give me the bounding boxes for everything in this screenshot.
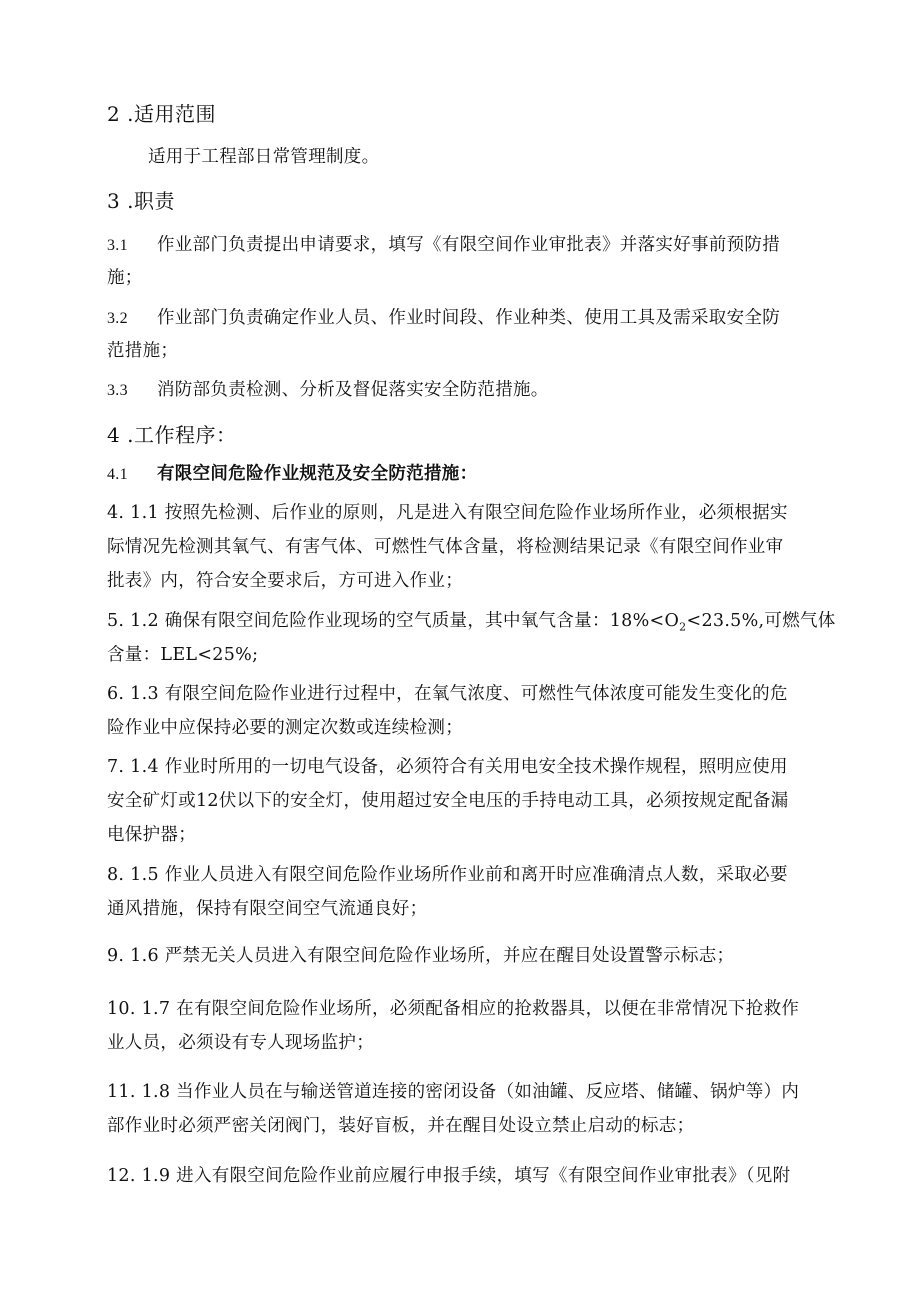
clause-line: 8. 1.5 作业人员进入有限空间危险作业场所作业前和离开时应准确清点人数，采取必要 [107,865,788,885]
item-3-1 [107,233,817,258]
subsection-4-1 [107,462,817,487]
item-number: 3.1 [107,237,128,254]
item-number: 3.3 [107,382,128,399]
clause-line: 通风措施，保持有限空间空气流通良好； [107,899,428,919]
clause-line: 部作业时必须严密关闭阀门，装好盲板，并在醒目处设立禁止启动的标志； [107,1116,695,1136]
item-3-3 [107,378,817,403]
section-2-heading: 2 .适用范围 [107,102,216,126]
clause-line: 10. 1.7 在有限空间危险作业场所，必须配备相应的抢救器具，以便在非常情况下抢救作 [107,999,800,1019]
clause-line: 险作业中应保持必要的测定次数或连续检测； [107,718,463,738]
clause-line: 9. 1.6 严禁无关人员进入有限空间危险作业场所，并应在醒目处设置警示标志； [107,946,735,966]
clause-line: 际情况先检测其氧气、有害气体、可燃性气体含量，将检测结果记录《有限空间作业审 [107,537,784,557]
section-4-heading: 4 .工作程序： [107,423,237,447]
clause-line: 6. 1.3 有限空间危险作业进行过程中，在氧气浓度、可燃性气体浓度可能发生变化的危 [107,684,788,704]
clause-line: 安全矿灯或12伏以下的安全灯，使用超过安全电压的手持电动工具，必须按规定配备漏 [107,791,789,811]
subsection-title: 有限空间危险作业规范及安全防范措施： [157,464,478,484]
subsection-number: 4.1 [107,466,128,483]
item-text: 作业部门负责确定作业人员、作业时间段、作业种类、使用工具及需采取安全防 [157,308,780,328]
item-3-2 [107,306,817,331]
clause-line-oxygen [107,609,836,634]
clause-text: <23.5%,可燃气体 [686,611,836,631]
clause-line: 批表》内，符合安全要求后，方可进入作业； [107,571,463,591]
clause-line: 7. 1.4 作业时所用的一切电气设备，必须符合有关用电安全技术操作规程，照明应使用 [107,757,788,777]
clause-text: 5. 1.2 确保有限空间危险作业现场的空气质量，其中氧气含量：18%<O [107,611,680,631]
item-text: 消防部负责检测、分析及督促落实安全防范措施。 [157,380,549,400]
section-3-heading: 3 .职责 [107,189,175,213]
item-3-1-cont: 施； [107,268,143,288]
item-number: 3.2 [107,310,128,327]
clause-line: 含量：LEL<25%; [107,645,259,665]
section-2-body: 适用于工程部日常管理制度。 [148,147,380,167]
item-3-2-cont: 范措施； [107,341,179,361]
clause-line: 业人员，必须设有专人现场监护； [107,1033,374,1053]
clause-line: 12. 1.9 进入有限空间危险作业前应履行申报手续，填写《有限空间作业审批表》（见附 [107,1166,791,1186]
clause-line: 11. 1.8 当作业人员在与输送管道连接的密闭设备（如油罐、反应塔、储罐、锅炉等）内 [107,1082,800,1102]
clause-line: 电保护器； [107,825,196,845]
subscript: 2 [679,620,687,634]
item-text: 作业部门负责提出申请要求，填写《有限空间作业审批表》并落实好事前预防措 [157,235,780,255]
clause-line: 4. 1.1 按照先检测、后作业的原则，凡是进入有限空间危险作业场所作业，必须根据实 [107,503,788,523]
